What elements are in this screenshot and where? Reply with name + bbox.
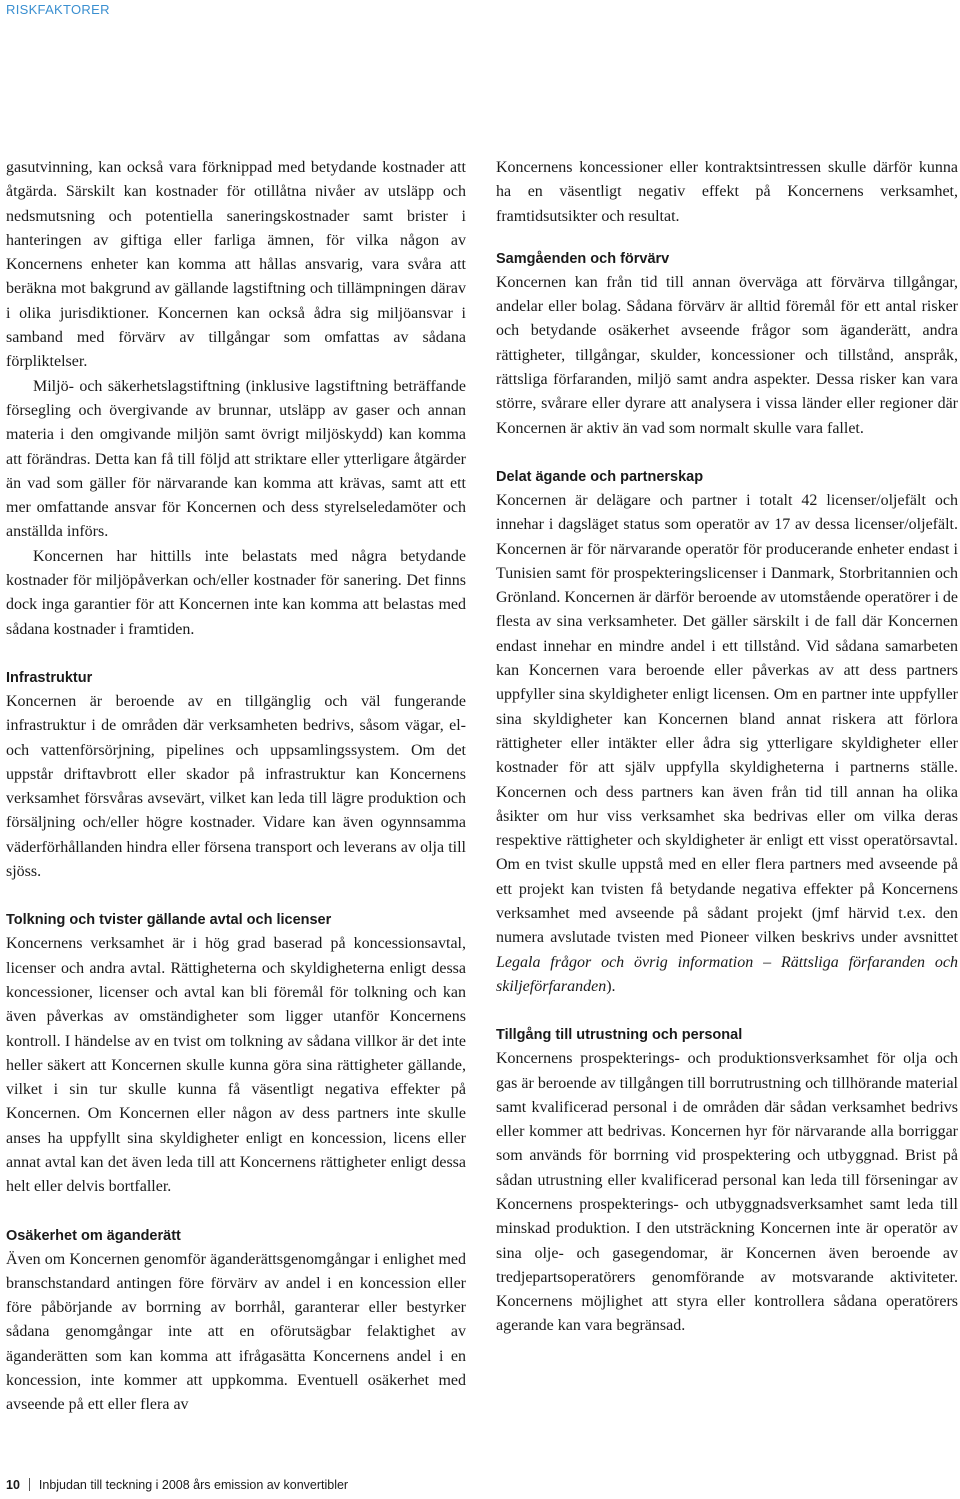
section-heading-osakerhet: Osäkerhet om äganderätt (6, 1227, 181, 1244)
footer-divider (29, 1478, 30, 1491)
body-paragraph: Miljö- och säkerhetslagstiftning (inklusive lagstiftning beträffande försegling och övergivande av brunnar, utsläpp av gaser och annan materia i den omgivande miljön samt övrigt miljöskydd) kan komma att förändras. Detta kan få till följd att striktare eller ytterligare åtgärder än vad som gäller för närvarande kan komma att krävas, samt att ett mer omfattande ansvar för Koncernen och dess styrelseledamöter och anställda införs. (6, 377, 466, 541)
section-heading-tillgang: Tillgång till utrustning och personal (496, 1027, 743, 1044)
body-paragraph: Koncernen har hittills inte belastats med några betydande kostnader för miljöpåverkan och/eller kostnader för sanering. Det finns dock inga garantier för att Koncernen inte kan komma att belastas med sådana kostnader i framtiden. (6, 547, 466, 638)
body-paragraph (496, 489, 958, 999)
running-head: RISKFAKTORER (6, 2, 110, 17)
body-paragraph: Koncernens verksamhet är i hög grad baserad på koncessionsavtal, licenser och andra avtal. Rättigheterna och skyldigheterna enligt dessa koncessioner, licenser och avtal kan bli föremål för tolkning och kan även påverkas av omständigheter som ligger utanför Koncernens kontroll. I händelse av en tvist om tolkning av sådana villkor är det inte heller säkert att Koncernen skulle kunna göra sina rättigheter gällande, vilket i sin tur skulle kunna få väsentligt negativa effekter på Koncernen. Om Koncernen eller någon av dess partners inte skulle anses ha uppfyllt sina skyldigheter enligt en koncession, licens eller annat avtal kan det även leda till att Koncernens rättigheter enligt dessa helt eller delvis bortfaller. (6, 935, 466, 1196)
right-column (496, 156, 958, 1339)
body-paragraph: Koncernen är beroende av en tillgänglig och väl fungerande infrastruktur i de områden där verksamheten bedrivs, såsom vägar, el- och vattenförsörjning, pipelines och uppsamlingssystem. Om det uppstår driftavbrott eller skador på infrastruktur kan Koncernens verksamhet försvåras avsevärt, vilket kan leda till lägre produktion och försäljning och/eller högre kostnader. Vidare kan även ogynnsamma väderförhållanden hindra eller försena transport och leverans av olja till sjöss. (6, 692, 466, 881)
section-heading-samgaende: Samgåenden och förvärv (496, 250, 670, 267)
body-paragraph: Koncernens koncessioner eller kontraktsintressen skulle därför kunna ha en väsentligt negativ effekt på Koncernens verksamhet, framtidsutsikter och resultat. (496, 159, 958, 225)
left-column (6, 156, 466, 1418)
body-paragraph: Koncernens prospekterings- och produktionsverksamhet för olja och gas är beroende av tillgången till borrutrustning och tillhörande material samt kvalificerad personal i de områden där sådan verksamhet bedrivs eller kommer att bedrivas. Koncernen hyr för närvarande alla borriggar som används för borrning vid prospektering och utbyggnad. Brist på sådan utrustning eller kvalificerad personal kan leda till förseningar av Koncernens prospekterings- och utbyggnadsverksamhet samt leda till minskad produktion. I den utsträckning Koncernen inte är operatör av sina olje- och gasegendomar, är Koncernen även beroende av tredjepartsoperatörers genomförande av motsvarande aktiviteter. Koncernens möjlighet att styra eller kontrollera sådana operatörers agerande kan vara begränsad. (496, 1050, 958, 1335)
section-reference: Legala frågor och övrig information – Rättsliga förfaranden och skiljeförfaranden (496, 953, 958, 995)
page-number: 10 (6, 1478, 20, 1492)
section-heading-infrastruktur: Infrastruktur (6, 669, 93, 686)
section-heading-tolkning: Tolkning och tvister gällande avtal och licenser (6, 912, 332, 929)
body-text: ). (606, 977, 616, 995)
body-paragraph: Även om Koncernen genomför äganderättsgenomgångar i enlighet med branschstandard antingen före förvärv av andel i en koncession eller före påbörjande av borrning av borrhål, garanterar eller bestyrker sådana genomgångar inte att en oförutsägbar felaktighet av äganderätten som kan komma att ifrågasätta Koncernens andel i en koncession, inte kommer att uppkomma. Eventuell osäkerhet med avseende på ett eller flera av (6, 1250, 466, 1414)
section-heading-delat-agande: Delat ägande och partnerskap (496, 468, 704, 485)
page-footer (6, 1478, 348, 1492)
body-paragraph: gasutvinning, kan också vara förknippad med betydande kostnader att åtgärda. Särskilt kan kostnader för otillåtna nivåer av utsläpp och nedsmutsning och potentiella saneringskostnader samt brister i hanteringen av giftiga eller farliga ämnen, för vilka någon av Koncernens enheter kan komma att hållas ansvarig, vara svåra att beräkna mot bakgrund av gällande lagstiftning och tillämpningen därav i olika jurisdiktioner. Koncernen kan också ådra sig miljöansvar i samband med förvärv av tillgångar som omfattas av sådana förpliktelser. (6, 159, 466, 371)
body-paragraph: Koncernen kan från tid till annan överväga att förvärva tillgångar, andelar eller bolag. Sådana förvärv är alltid föremål för ett antal risker och betydande osäkerhet avseende frågor som äganderätt, andra rättigheter, tillgångar, skulder, koncessioner och tillstånd, anspråk, rättsliga förfaranden, miljö samt andra aspekter. Dessa risker kan vara större, svårare eller dyrare att analysera i vissa länder eller regioner där Koncernen är aktiv än vad som normalt skulle vara fallet. (496, 273, 958, 437)
publication-title: Inbjudan till teckning i 2008 års emission av konvertibler (38, 1478, 349, 1492)
body-text: Koncernen är delägare och partner i totalt 42 licenser/oljefält och innehar i dagsläget status som operatör av 17 av dessa licenser/oljefält. Koncernen är för närvarande operatör för producerande enheter endast i Tunisien samt för prospekteringslicenser i Danmark, Storbritannien och Grönland. Koncernen är därför beroende av utomstående operatörer i de flesta av sina verksamheter. Det gäller särskilt i de fall där Koncernen endast innehar en mindre andel i ett tillstånd. Vid sådana samarbeten kan Koncernen vara beroende eller påverkas av att dess partners uppfyller sina skyldigheter enligt licensen. Om en partner inte uppfyller sina skyldigheter kan Koncernen bland annat riskera att förlora rättigheter eller intäkter eller ådra sig ytterligare skyldigheter eller kostnader för att själv uppfylla skyldigheterna i partnerns ställe. Koncernen och dess partners kan även från tid till annan ha olika åsikter om hur viss verksamhet ska bedrivas eller om vilka deras respektive rättigheter och skyldigheter är enligt ett visst operatörsavtal. Om en tvist skulle uppstå med en eller flera partners med avseende på ett projekt kan tvisten få betydande negativa effekter på Koncernens verksamhet med avseende på sådant projekt (jmf härvid t.ex. den numera avslutade tvisten med Pioneer vilken beskrivs under avsnittet (496, 491, 959, 947)
